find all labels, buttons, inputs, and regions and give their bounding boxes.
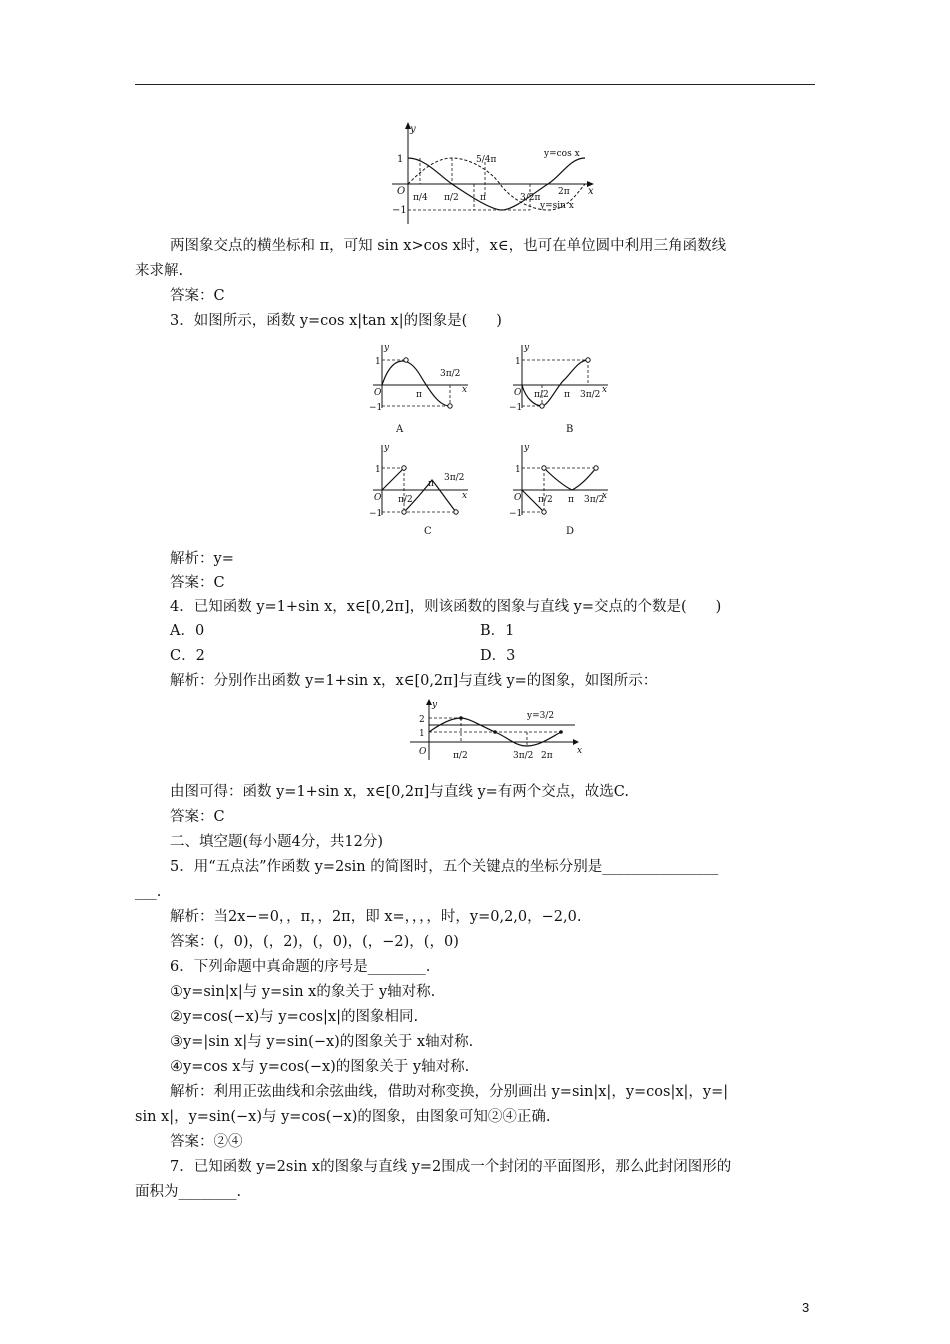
tick-pi: π <box>568 495 574 505</box>
text-line: 解析：分别作出函数 y=1+sin x，x∈[0,2π]与直线 y=的图象，如图所示： <box>170 673 658 689</box>
option-label-c: C <box>424 526 432 537</box>
text-line: sin x|，y=sin(−x)与 y=cos(−x)的图象，由图象可知②④正确. <box>135 1109 551 1125</box>
y-axis-label: y <box>410 124 416 135</box>
origin-label: O <box>397 186 406 197</box>
tick-1: 1 <box>375 465 381 475</box>
tick-1: 1 <box>419 729 425 739</box>
option-label-a: A <box>396 424 404 435</box>
tick-3pi-2: 3π/2 <box>584 495 605 505</box>
text-line: 6．下列命题中真命题的序号是________. <box>170 959 431 975</box>
tick-pi-2: π/2 <box>534 390 549 400</box>
text-line: 7．已知函数 y=2sin x的图象与直线 y=2围成一个封闭的平面图形，那么此封闭图形的 <box>170 1159 732 1175</box>
origin: O <box>374 388 382 398</box>
page-number: 3 <box>802 1300 810 1315</box>
text-line: 3．如图所示，函数 y=cos x|tan x|的图象是( ) <box>170 313 502 329</box>
tick-minus-1: −1 <box>509 509 523 519</box>
option-c: C．2 <box>170 648 205 664</box>
tick-minus-1: −1 <box>392 205 407 216</box>
x-axis-label: x <box>588 186 594 197</box>
tick-2pi: 2π <box>558 187 570 197</box>
tick-3pi-2: 3π/2 <box>580 390 601 400</box>
tick-minus-1: −1 <box>369 509 383 519</box>
option-d: D．3 <box>480 648 516 664</box>
sin-cos-figure <box>380 120 600 230</box>
header-rule <box>135 84 815 85</box>
tick-minus-1: −1 <box>369 403 383 413</box>
sin-line-figure <box>405 698 585 768</box>
line-label: y=3/2 <box>527 711 555 721</box>
option-graph-a <box>368 340 478 435</box>
origin: O <box>514 388 522 398</box>
text-line: ①y=sin|x|与 y=sin x的象关于 y轴对称. <box>170 984 436 1000</box>
tick-pi-4: π/4 <box>413 193 428 203</box>
text-line: ___. <box>135 884 162 900</box>
origin: O <box>514 493 522 503</box>
y-label: y <box>524 343 530 353</box>
text-line: 4．已知函数 y=1+sin x，x∈[0,2π]，则该函数的图象与直线 y=交点的个数是( ) <box>170 599 722 615</box>
tick-3pi-2: 3π/2 <box>444 473 465 483</box>
text-line: 两图象交点的横坐标和 π，可知 sin x>cos x时，x∈，也可在单位圆中利用三角函数线 <box>170 238 727 254</box>
cos-curve-label: y=cos x <box>544 149 580 159</box>
tick-1: 1 <box>397 154 404 165</box>
section-heading: 二、填空题(每小题4分，共12分) <box>170 834 383 850</box>
option-b: B．1 <box>480 623 515 639</box>
x-label: x <box>462 491 468 501</box>
tick-5-4pi: 5/4π <box>476 155 497 165</box>
text-line: 5．用“五点法”作函数 y=2sin 的简图时，五个关键点的坐标分别是________________ <box>170 859 719 875</box>
option-a: A．0 <box>170 623 205 639</box>
text-line: 答案：②④ <box>170 1134 243 1150</box>
option-label-b: B <box>566 424 574 435</box>
tick-1: 1 <box>515 465 521 475</box>
tick-3pi-2: 3π/2 <box>513 751 534 761</box>
tick-2pi: 2π <box>541 751 553 761</box>
x-label: x <box>602 385 608 395</box>
text-line: 由图可得：函数 y=1+sin x，x∈[0,2π]与直线 y=有两个交点，故选C. <box>170 784 629 800</box>
y-label: y <box>384 443 390 453</box>
x-label: x <box>462 385 468 395</box>
x-label: x <box>577 746 583 756</box>
tick-3-2pi: 3/2π <box>520 193 541 203</box>
option-graph-c <box>368 440 478 535</box>
text-line: 解析：当2x−=0，，π，，2π，即 x=，，，，时，y=0,2,0，−2,0. <box>170 909 582 925</box>
origin: O <box>419 747 427 757</box>
tick-2: 2 <box>419 715 425 725</box>
tick-1: 1 <box>375 357 381 367</box>
tick-pi-2: π/2 <box>453 751 468 761</box>
tick-pi-2: π/2 <box>398 495 413 505</box>
option-graph-b <box>508 340 618 435</box>
text-line: 答案：C <box>170 288 225 304</box>
text-line: 解析：利用正弦曲线和余弦曲线，借助对称变换，分别画出 y=sin|x|，y=cos|x|，y=| <box>170 1084 729 1100</box>
y-label: y <box>384 343 390 353</box>
y-label: y <box>524 443 530 453</box>
text-line: 面积为________. <box>135 1184 242 1200</box>
text-line: 答案：C <box>170 809 225 825</box>
option-graph-d <box>508 440 618 535</box>
tick-pi-2: π/2 <box>538 495 553 505</box>
sin-curve-label: y=sin x <box>540 201 574 211</box>
x-label: x <box>602 491 608 501</box>
text-line: ④y=cos x与 y=cos(−x)的图象关于 y轴对称. <box>170 1059 470 1075</box>
tick-1: 1 <box>515 357 521 367</box>
tick-minus-1: −1 <box>509 403 523 413</box>
tick-pi: π <box>416 390 422 400</box>
text-line: ②y=cos(−x)与 y=cos|x|的图象相同. <box>170 1009 419 1025</box>
text-line: 来求解. <box>135 263 184 279</box>
text-line: 解析：y= <box>170 551 234 567</box>
text-line: ③y=|sin x|与 y=sin(−x)的图象关于 x轴对称. <box>170 1034 474 1050</box>
tick-pi: π <box>428 479 434 489</box>
tick-3pi-2: 3π/2 <box>440 369 461 379</box>
tick-pi: π <box>564 390 570 400</box>
option-label-d: D <box>566 526 575 537</box>
y-label: y <box>432 700 438 710</box>
tick-pi: π <box>480 193 486 203</box>
text-line: 答案：(，0)，(，2)，(，0)，(，−2)，(，0) <box>170 934 459 950</box>
tick-pi-2: π/2 <box>444 193 459 203</box>
origin: O <box>374 493 382 503</box>
text-line: 答案：C <box>170 575 225 591</box>
